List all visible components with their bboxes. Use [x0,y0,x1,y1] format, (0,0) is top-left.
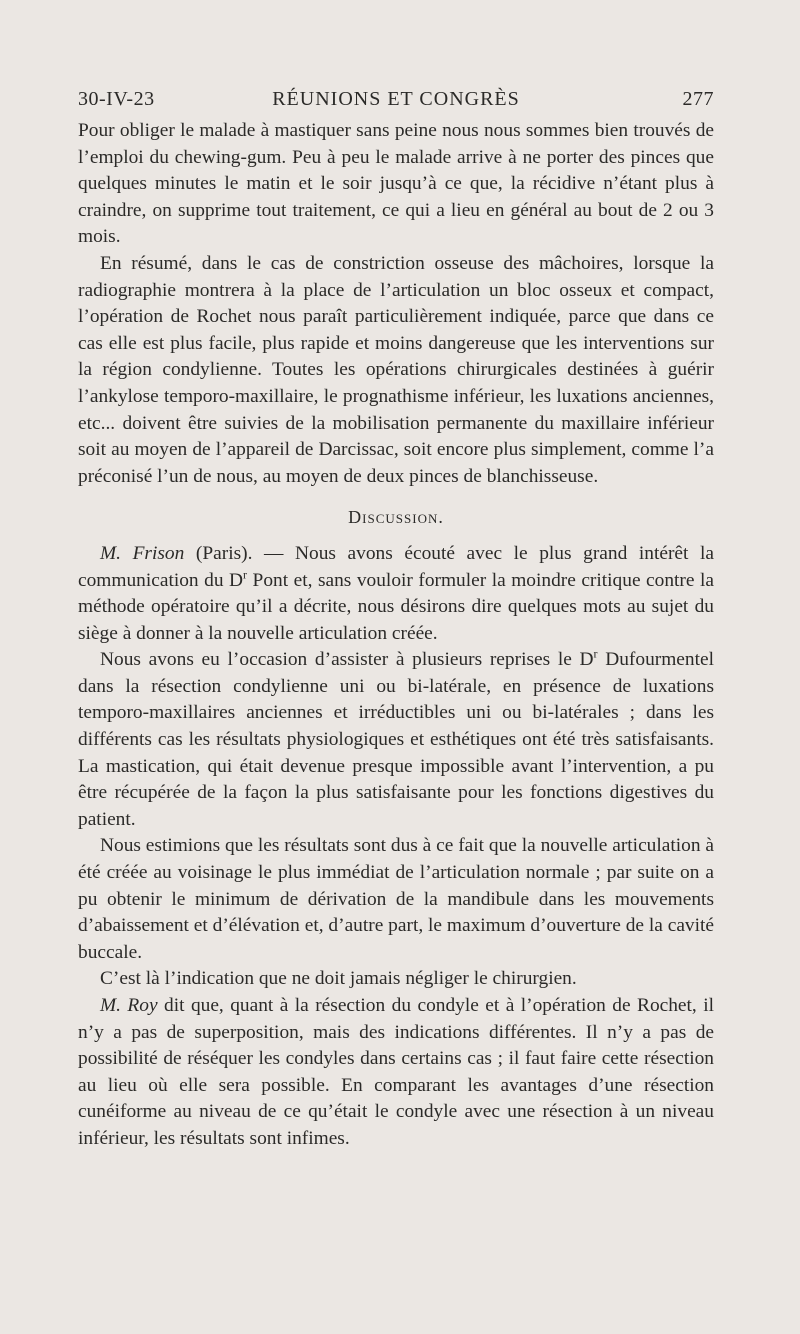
body-text [78,118,714,1153]
paragraph-roy [78,993,714,1153]
frison-text-2a: Nous avons eu l’occasion d’assister à plusieurs reprises le D [100,649,594,671]
date-reference: 30-IV-23 [78,88,155,110]
frison-text-2b: Dufourmentel dans la résection condylienne uni ou bi-latérale, en présence de luxations temporo-maxillaires anciennes et irréductibles uni ou bi-latérales ; dans les différents cas les résultats physiologiques et esthétiques ont été très satisfaisants. La mastication, qui était devenue presque impossible avant l’intervention, a pu être récupérée de la façon la plus satisfaisante pour les fonctions digestives du patient. [78,649,714,830]
paragraph-resume: En résumé, dans le cas de constriction osseuse des mâchoires, lorsque la radiographie montrera à la place de l’articulation un bloc osseux et compact, l’opération de Rochet nous paraît particulièrement indiquée, parce que dans ce cas elle est plus facile, plus rapide et moins dangereuse que les interventions sur la région condylienne. Toutes les opérations chirurgicales destinées à guérir l’ankylose temporo-maxillaire, le prognathisme inférieur, les luxations anciennes, etc... doivent être suivies de la mobilisation permanente du maxillaire inférieur soit au moyen de l’appareil de Darcissac, soit encore plus simplement, comme l’a préconisé l’un de nous, au moyen de deux pinces de blanchisseuse. [78,252,714,487]
speaker-roy: M. Roy [100,995,158,1016]
roy-text: dit que, quant à la résection du condyle et à l’opération de Rochet, il n’y a pas de superposition, mais des indications différentes. Il n’y a pas de possibilité de réséquer les condyles dans certains cas ; il faut faire cette résection au lieu où elle sera possible. En comparant les avantages d’une résection cunéiforme au niveau de ce qu’était le condyle avec une résection à un niveau inférieur, les résultats sont infimes. [78,995,714,1149]
paragraph-frison-resultats: Nous estimions que les résultats sont dus à ce fait que la nouvelle articulation à été créée au voisinage le plus immédiat de l’articulation normale ; par suite on a pu obtenir le minimum de dérivation de la mandibule dans les mouvements d’abaissement et d’élévation et, d’autre part, le maximum d’ouverture de la cavité buccale. [78,835,714,963]
book-page [78,84,714,1153]
page-number: 277 [682,88,714,110]
paragraph-chewing-gum: Pour obliger le malade à mastiquer sans peine nous nous sommes bien trouvés de l’emploi du chewing-gum. Peu à peu le malade arrive à ne porter des pinces que quelques minutes le matin et le soir jusqu’à ce que, la récidive n’étant plus à craindre, on supprime tout traitement, ce qui a lieu en général au bout de 2 ou 3 mois. [78,120,714,248]
speaker-frison: M. Frison [100,542,185,564]
section-heading: RÉUNIONS ET CONGRÈS [272,88,520,110]
discussion-title: Discussion. [348,507,444,528]
frison-text-1: (Paris). — Nous avons écouté avec le plus grand intérêt la communication du D [78,542,714,591]
running-header [78,84,714,118]
paragraph-frison-dufourmentel [78,647,714,833]
frison-sup-2: r [593,646,598,661]
frison-text-1b: Pont et, sans vouloir formuler la moindre critique contre la méthode opératoire qu’il a décrite, nous désirons dire quelques mots au sujet du siège à donner à la nouvelle articulation créée. [78,569,714,644]
paragraph-frison-indication: C’est là l’indication que ne doit jamais négliger le chirurgien. [100,968,577,990]
paragraph-frison-intro [78,541,714,647]
frison-sup-1: r [243,567,248,582]
